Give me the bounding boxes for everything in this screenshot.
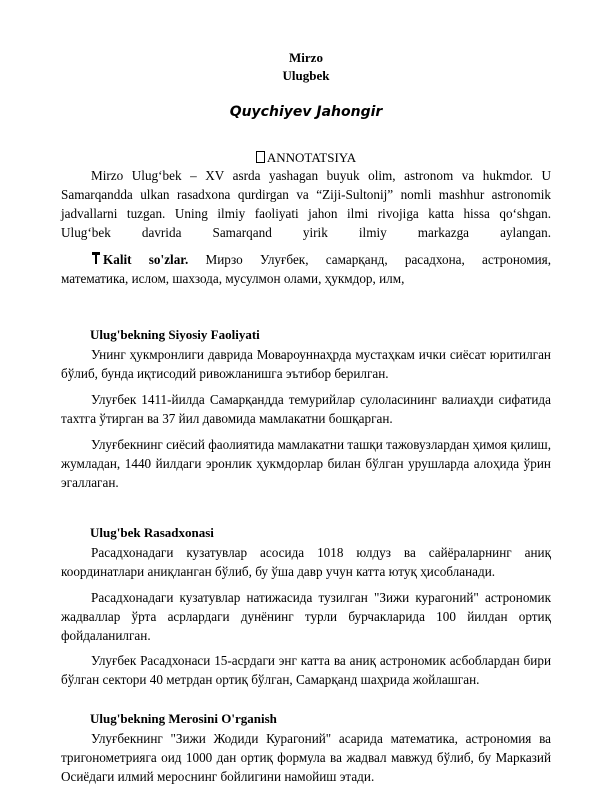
annotation-heading-text: ANNOTATSIYA [266,150,357,165]
annotation-line-2: Samarqandda ulkan rasadxona qurdirgan va “Ziji-Sultonij” nomli mashhur astronomik [61,187,551,202]
author-name: Quychiyev Jahongir [229,104,383,120]
keywords-block [61,250,551,288]
section-observatory-paragraph-1: Расадхонадаги кузатувлар асосида 1018 юлдуз ва сайёраларнинг аниқ координатлари аниқланган бўлиб, бу ўша давр учун катта ютуқ ҳисобланади. [61,545,551,579]
section-politics-paragraph-2: Улуғбек 1411-йилда Самарқандда темурийлар сулоласининг валиаҳди сифатида тахтга ўтирган ва 37 йил давомида мамлакатни бошқарган. [61,392,551,426]
title-line-1: Mirzo [289,50,323,65]
annotation-line-3: jadvallarni tuzgan. Uning ilmiy faoliyati jahon ilmi rivojiga katta hissa qo‘shgan. [61,206,551,221]
section-heading-observatory: Ulug'bek Rasadxonasi [90,525,214,540]
annotation-line-4: Ulug‘bek davrida Samarqand yirik ilmiy markazga aylangan. [61,225,551,240]
missing-glyph-icon [256,151,265,163]
annotation-line-1: Mirzo Ulug‘bek – XV asrda yashagan buyuk olim, astronom va hukmdor. U [91,168,551,183]
annotation-heading [0,150,612,166]
section-observatory-paragraph-2: Расадхонадаги кузатувлар натижасида тузилган "Зижи курагоний" астрономик жадваллар ўрта асрлардаги дунёнинг турли бурчакларида 100 йилдан ортиқ фойдаланилган. [61,590,551,643]
keywords-line-1 [61,250,551,269]
title-line-2: Ulugbek [282,68,330,83]
section-legacy-paragraph-1: Улуғбекнинг "Зижи Жодиди Курагоний" асарида математика, астрономия ва тригонометрияга оид 1000 дан ортиқ формула ва жадвал мавжуд бўлиб, бу Марказий Осиёдаги илмий мероснинг бойлигини намойиш этади. [61,731,551,784]
section-politics-paragraph-3: Улуғбекнинг сиёсий фаолиятида мамлакатни ташқи тажовузлардан ҳимоя қилиш, жумладан, 1440 йилдаги эронлик ҳукмдорлар билан бўлган урушларда алоҳида ўрин эгаллаган. [61,437,551,490]
section-heading-legacy: Ulug'bekning Merosini O'rganish [90,711,277,726]
section-observatory-paragraph-3: Улуғбек Расадхонаси 15-асрдаги энг катта ва аниқ астрономик асбоблардан бири бўлган сектори 40 метрдан ортиқ бўлган, Самарқанд шаҳрида жойлашган. [61,653,551,687]
annotation-body [61,166,551,242]
keywords-text-1: Мирзо Улуғбек, самарқанд, расадхона, астрономия, [205,252,551,267]
section-heading-politics: Ulug'bekning Siyosiy Faoliyati [90,327,260,342]
keywords-line-2: математика, ислом, шахзода, мусулмон олами, ҳукмдор, илм, [61,271,405,286]
keywords-label: Kalit so'zlar. [103,252,189,267]
pin-icon [91,252,101,265]
section-politics-paragraph-1: Унинг ҳукмронлиги даврида Мовароуннаҳрда мустаҳкам ички сиёсат юритилган бўлиб, бунда иқтисодий ривожланишга эътибор берилган. [61,347,551,381]
